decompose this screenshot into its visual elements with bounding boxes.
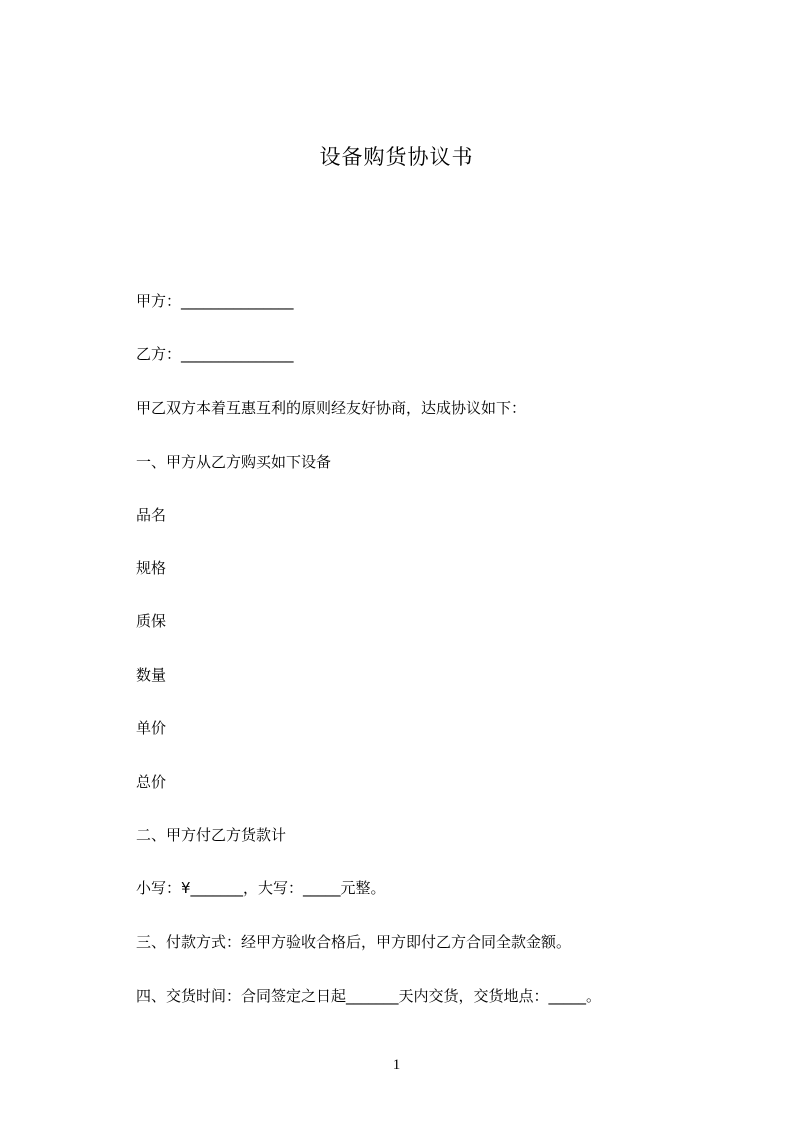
agreement-intro: 甲乙双方本着互惠互利的原则经友好协商，达成协议如下： — [136, 399, 527, 417]
item-name-label: 品名 — [136, 506, 167, 524]
item-warranty-label: 质保 — [136, 612, 167, 630]
payment-terms-line: 三、付款方式：经甲方验收合格后，甲方即付乙方合同全款金额。 — [136, 933, 572, 951]
section-one-heading: 一、甲方从乙方购买如下设备 — [136, 453, 332, 471]
item-spec-label: 规格 — [136, 559, 167, 577]
section-two-heading: 二、甲方付乙方货款计 — [136, 826, 287, 844]
item-quantity-label: 数量 — [136, 666, 167, 684]
party-a-line: 甲方：_______________ — [136, 292, 294, 310]
item-total-price-label: 总价 — [136, 773, 167, 791]
delivery-terms-line: 四、交货时间：合同签定之日起_______天内交货，交货地点：_____。 — [136, 987, 602, 1005]
document-title: 设备购货协议书 — [319, 145, 474, 169]
party-b-line: 乙方：_______________ — [136, 345, 294, 363]
item-unit-price-label: 单价 — [136, 719, 167, 737]
page-number: 1 — [392, 1057, 401, 1073]
amount-line: 小写：¥_______，大写：_____元整。 — [136, 879, 386, 897]
